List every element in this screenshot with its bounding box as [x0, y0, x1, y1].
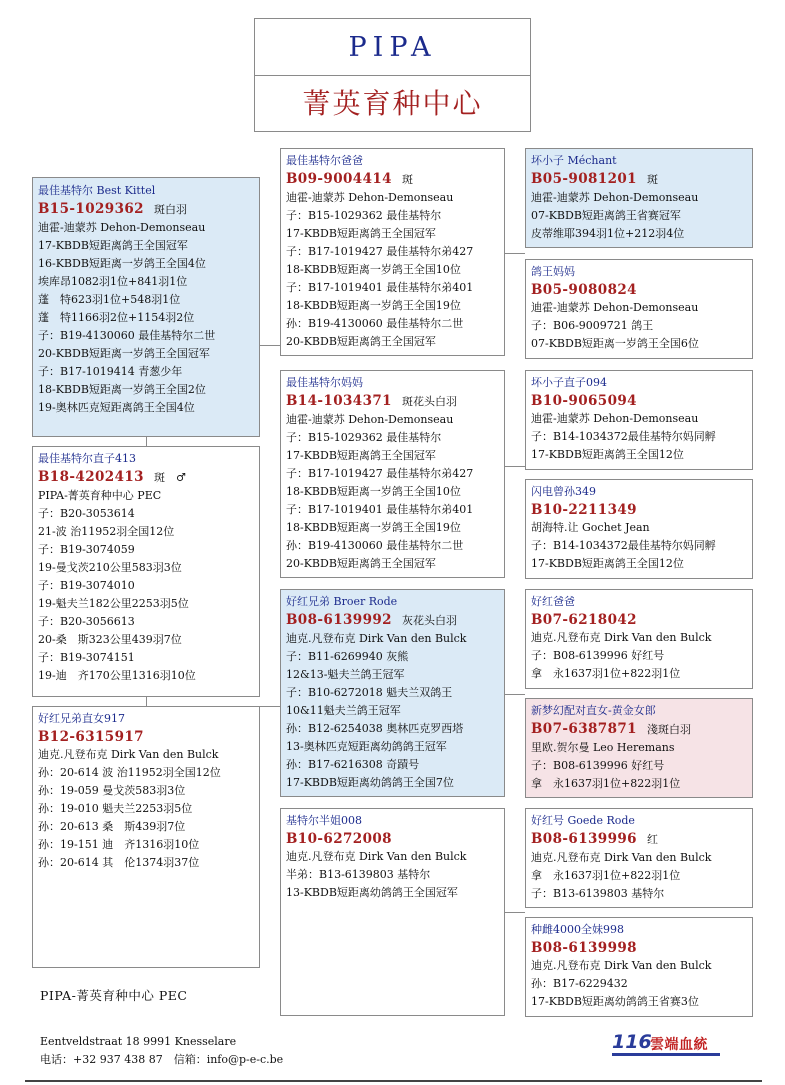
- ring-number: B05-9081201 斑: [531, 171, 658, 187]
- plumage-color: 斑花头白羽: [401, 395, 457, 408]
- bird-details: 迪克.凡登布克 Dirk Van den Bulck 拿 永1637羽1位+822羽1位 子：B13-6139803 基特尔: [531, 851, 712, 900]
- bird-name: 闪电曾孙349: [531, 485, 596, 498]
- bird-name: 坏小子 Méchant: [531, 154, 617, 167]
- bird-details: 迪霍-迪蒙苏 Dehon-Demonseau 子：B15-1029362 最佳基特尔 17-KBDB短距离鸽王全国冠军 子：B17-1019427 最佳基特尔弟427 18-KBDB短距离一岁鸽王全国10位 子：B17-1019401 最佳基特尔弟401 18-KBDB短距离一岁鸽王全国19位 孙：B19-4130060 最佳基特尔二世 20-KBDB短距离鸽王全国冠军: [286, 413, 474, 570]
- ring-number: B08-6139992 灰花头白羽: [286, 612, 457, 628]
- pedigree-card-ggsire-1: [525, 148, 753, 248]
- bird-details: 迪霍-迪蒙苏 Dehon-Demonseau 子：B14-1034372最佳基特尔妈同孵 17-KBDB短距离鸽王全国12位: [531, 412, 716, 461]
- connector-line: [505, 253, 525, 254]
- footer-contact: [40, 1033, 283, 1069]
- plumage-color: 斑: [401, 173, 413, 186]
- bird-name: 最佳基特尔爸爸: [286, 154, 363, 167]
- pedigree-card-sire: [32, 446, 260, 697]
- bird-details: 迪克.凡登布克 Dirk Van den Bulck 半弟：B13-6139803 基特尔 13-KBDB短距离幼鸽鸽王全国冠军: [286, 850, 467, 899]
- bird-name: 最佳基特尔妈妈: [286, 376, 363, 389]
- ring-number: B08-6139996 红: [531, 831, 658, 847]
- pedigree-card-ggdam-4: [525, 917, 753, 1017]
- title-english: PIPA: [255, 19, 530, 76]
- bottom-divider: [25, 1080, 762, 1082]
- ring-number: B15-1029362 斑白羽: [38, 201, 187, 217]
- ring-number: B14-1034371 斑花头白羽: [286, 393, 457, 409]
- ring-number: B10-2211349: [531, 502, 637, 518]
- bird-details: PIPA-菁英育种中心 PEC 子：B20-3053614 21-波 治11952羽全国12位 子：B19-3074059 19-曼戈茨210公里583羽3位 子：B19-3074010 19-魁夫兰182公里2253羽5位 子：B20-3056613 20-桑 斯323公里439羽7位 子：B19-3074151 19-迪 齐170公里1316羽10位: [38, 489, 196, 682]
- logo-text: 雲端血統: [650, 1037, 708, 1053]
- bird-name: 好红兄弟 Broer Rode: [286, 595, 398, 608]
- bird-details: 迪霍-迪蒙苏 Dehon-Demonseau 子：B15-1029362 最佳基特尔 17-KBDB短距离鸽王全国冠军 子：B17-1019427 最佳基特尔弟427 18-KBDB短距离一岁鸽王全国10位 子：B17-1019401 最佳基特尔弟401 18-KBDB短距离一岁鸽王全国19位 孙：B19-4130060 最佳基特尔二世 20-KBDB短距离鸽王全国冠军: [286, 191, 474, 348]
- bird-details: 迪克.凡登布克 Dirk Van den Bulck 子：B11-6269940 灰熊 12&13-魁夫兰鸽王冠军 子：B10-6272018 魁夫兰双鸽王 10&11魁夫兰鸽王冠军 孙：B12-6254038 奥林匹克罗西塔 13-奥林匹克短距离幼鸽鸽王冠军 孙：B17-6216308 奇蹟号 17-KBDB短距离幼鸽鸽王全国7位: [286, 632, 467, 789]
- ring-number: B10-6272008: [286, 831, 392, 847]
- bird-details: 里欧.贺尔曼 Leo Heremans 子：B08-6139996 好红号 拿 永1637羽1位+822羽1位: [531, 741, 681, 790]
- connector-line: [505, 912, 525, 913]
- bird-name: 好红兄弟直女917: [38, 712, 125, 725]
- bird-details: 迪克.凡登布克 Dirk Van den Bulck 孙：20-614 波 治11952羽全国12位 孙：19-059 曼戈茨583羽3位 孙：19-010 魁夫兰2253羽5位 孙：20-613 桑 斯439羽7位 孙：19-151 迪 齐1316羽10位 孙：20-614 其 伦1374羽37位: [38, 748, 221, 869]
- bird-name: 好红号 Goede Rode: [531, 814, 635, 827]
- plumage-color: 斑: [646, 173, 658, 186]
- bird-details: 胡海特.让 Gochet Jean 子：B14-1034372最佳基特尔妈同孵 17-KBDB短距离鸽王全国12位: [531, 521, 716, 570]
- bird-name: 最佳基特尔 Best Kittel: [38, 184, 156, 197]
- connector-line: [505, 466, 525, 467]
- bird-details: 迪霍-迪蒙苏 Dehon-Demonseau 07-KBDB短距离鸽王省赛冠军 皮蒂维耶394羽1位+212羽4位: [531, 191, 699, 240]
- ring-number: B07-6218042: [531, 612, 637, 628]
- bird-details: 迪霍-迪蒙苏 Dehon-Demonseau 子：B06-9009721 鸽王 07-KBDB短距离一岁鸽王全国6位: [531, 301, 699, 350]
- connector-line: [146, 697, 147, 706]
- pedigree-card-dam: [32, 706, 260, 968]
- pedigree-card-ggsire-3: [525, 589, 753, 689]
- pedigree-card-ggdam-2: [525, 479, 753, 579]
- pedigree-card-grandsire-2: [280, 589, 505, 797]
- plumage-color: 淺斑白羽: [646, 723, 691, 736]
- connector-line: [260, 706, 280, 707]
- brand-logo: [612, 1031, 722, 1057]
- ring-number: B18-4202413 斑 ♂: [38, 469, 186, 485]
- footer-phone-email: 电话：+32 937 438 87 信箱：info@p-e-c.be: [40, 1053, 284, 1066]
- title-chinese: 菁英育种中心: [302, 87, 483, 120]
- bird-name: 种雌4000全妹998: [531, 923, 624, 936]
- connector-line: [505, 694, 525, 695]
- pedigree-card-granddam-1: [280, 370, 505, 578]
- pedigree-card-ggdam-1: [525, 259, 753, 359]
- connector-line: [146, 437, 147, 446]
- pedigree-card-ggsire-4: [525, 808, 753, 908]
- footer-address: Eentveldstraat 18 9991 Knesselare: [40, 1035, 237, 1048]
- bird-name: 最佳基特尔直子413: [38, 452, 136, 465]
- ring-number: B07-6387871 淺斑白羽: [531, 721, 691, 737]
- bird-name: 鸽王妈妈: [531, 265, 575, 278]
- bird-name: 新梦幻配对直女-黄金女郎: [531, 704, 656, 717]
- footer-loft-name: PIPA-菁英育种中心 PEC: [40, 988, 188, 1003]
- ring-number: B05-9080824: [531, 282, 637, 298]
- connector-line: [260, 345, 280, 346]
- ring-number: B09-9004414 斑: [286, 171, 413, 187]
- bird-details: 迪霍-迪蒙苏 Dehon-Demonseau 17-KBDB短距离鸽王全国冠军 16-KBDB短距离一岁鸽王全国4位 埃库昂1082羽1位+841羽1位 蓬 特623羽1位+548羽1位 蓬 特1166羽2位+1154羽2位 子：B19-4130060 最佳基特尔二世 20-KBDB短距离一岁鸽王全国冠军 子：B17-1019414 青葱少年 18-KBDB短距离一岁鸽王全国2位 19-奥林匹克短距离鸽王全国4位: [38, 221, 216, 414]
- plumage-color: 斑 ♂: [153, 471, 186, 484]
- bird-name: 基特尔半姐008: [286, 814, 362, 827]
- pedigree-card-grandsire-1: [280, 148, 505, 356]
- ring-number: B08-6139998: [531, 940, 637, 956]
- pedigree-card-granddam-2: [280, 808, 505, 1016]
- bird-name: 好红爸爸: [531, 595, 575, 608]
- bird-details: 迪克.凡登布克 Dirk Van den Bulck 孙：B17-6229432 17-KBDB短距离幼鸽鸽王省赛3位: [531, 959, 712, 1008]
- bird-details: 迪克.凡登布克 Dirk Van den Bulck 子：B08-6139996 好红号 拿 永1637羽1位+822羽1位: [531, 631, 712, 680]
- ring-number: B12-6315917: [38, 729, 144, 745]
- ring-number: B10-9065094: [531, 393, 637, 409]
- plumage-color: 斑白羽: [153, 203, 187, 216]
- bird-name: 坏小子直子094: [531, 376, 607, 389]
- title-box: [254, 18, 531, 132]
- plumage-color: 红: [646, 833, 658, 846]
- pedigree-card-subject: [32, 177, 260, 437]
- logo-number: 116: [612, 1031, 652, 1053]
- logo-underline: [612, 1053, 720, 1056]
- pedigree-card-ggdam-3: [525, 698, 753, 798]
- plumage-color: 灰花头白羽: [401, 614, 457, 627]
- pedigree-card-ggsire-2: [525, 370, 753, 470]
